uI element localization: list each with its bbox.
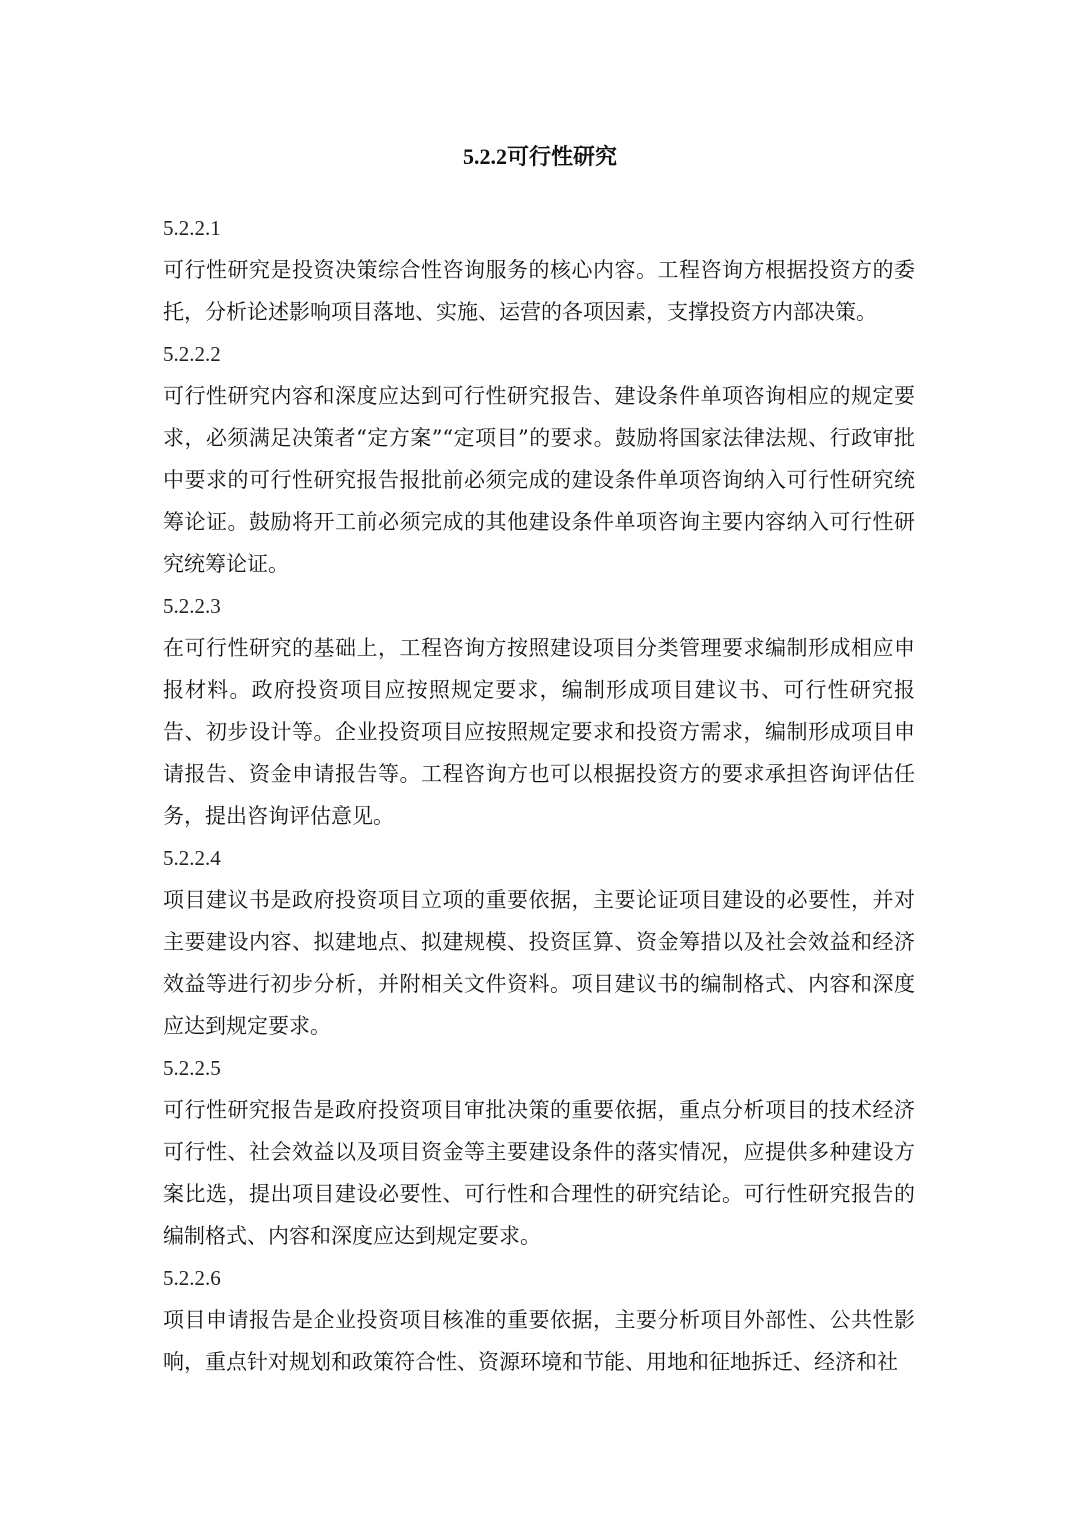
document-body xyxy=(163,207,915,1383)
clause-number: 5.2.2.5 xyxy=(163,1056,221,1080)
clause-paragraph: 可行性研究是投资决策综合性咨询服务的核心内容。工程咨询方根据投资方的委托，分析论述影响项目落地、实施、运营的各项因素，支撑投资方内部决策。 xyxy=(163,258,915,324)
section-title-number: 5.2.2 xyxy=(462,144,507,169)
clause-paragraph: 可行性研究内容和深度应达到可行性研究报告、建设条件单项咨询相应的规定要求，必须满足决策者“定方案”“定项目”的要求。鼓励将国家法律法规、行政审批中要求的可行性研究报告报批前必须完成的建设条件单项咨询纳入可行性研究统筹论证。鼓励将开工前必须完成的其他建设条件单项咨询主要内容纳入可行性研究统筹论证。 xyxy=(163,384,915,576)
clause-paragraph: 可行性研究报告是政府投资项目审批决策的重要依据，重点分析项目的技术经济可行性、社会效益以及项目资金等主要建设条件的落实情况，应提供多种建设方案比选，提出项目建设必要性、可行性和合理性的研究结论。可行性研究报告的编制格式、内容和深度应达到规定要求。 xyxy=(163,1098,915,1248)
clause-number: 5.2.2.2 xyxy=(163,342,221,366)
section-title-text: 可行性研究 xyxy=(506,144,617,170)
clause-number: 5.2.2.3 xyxy=(163,594,221,618)
clause-paragraph: 项目建议书是政府投资项目立项的重要依据，主要论证项目建设的必要性，并对主要建设内容、拟建地点、拟建规模、投资匡算、资金筹措以及社会效益和经济效益等进行初步分析，并附相关文件资料。项目建议书的编制格式、内容和深度应达到规定要求。 xyxy=(163,888,915,1038)
clause-paragraph: 在可行性研究的基础上，工程咨询方按照建设项目分类管理要求编制形成相应申报材料。政府投资项目应按照规定要求，编制形成项目建议书、可行性研究报告、初步设计等。企业投资项目应按照规定要求和投资方需求，编制形成项目申请报告、资金申请报告等。工程咨询方也可以根据投资方的要求承担咨询评估任务，提出咨询评估意见。 xyxy=(163,636,915,828)
clause-number: 5.2.2.4 xyxy=(163,846,221,870)
clause-paragraph: 项目申请报告是企业投资项目核准的重要依据，主要分析项目外部性、公共性影响，重点针对规划和政策符合性、资源环境和节能、用地和征地拆迁、经济和社 xyxy=(163,1308,915,1374)
clause-number: 5.2.2.1 xyxy=(163,216,221,240)
section-title xyxy=(0,140,1080,174)
clause-number: 5.2.2.6 xyxy=(163,1266,221,1290)
